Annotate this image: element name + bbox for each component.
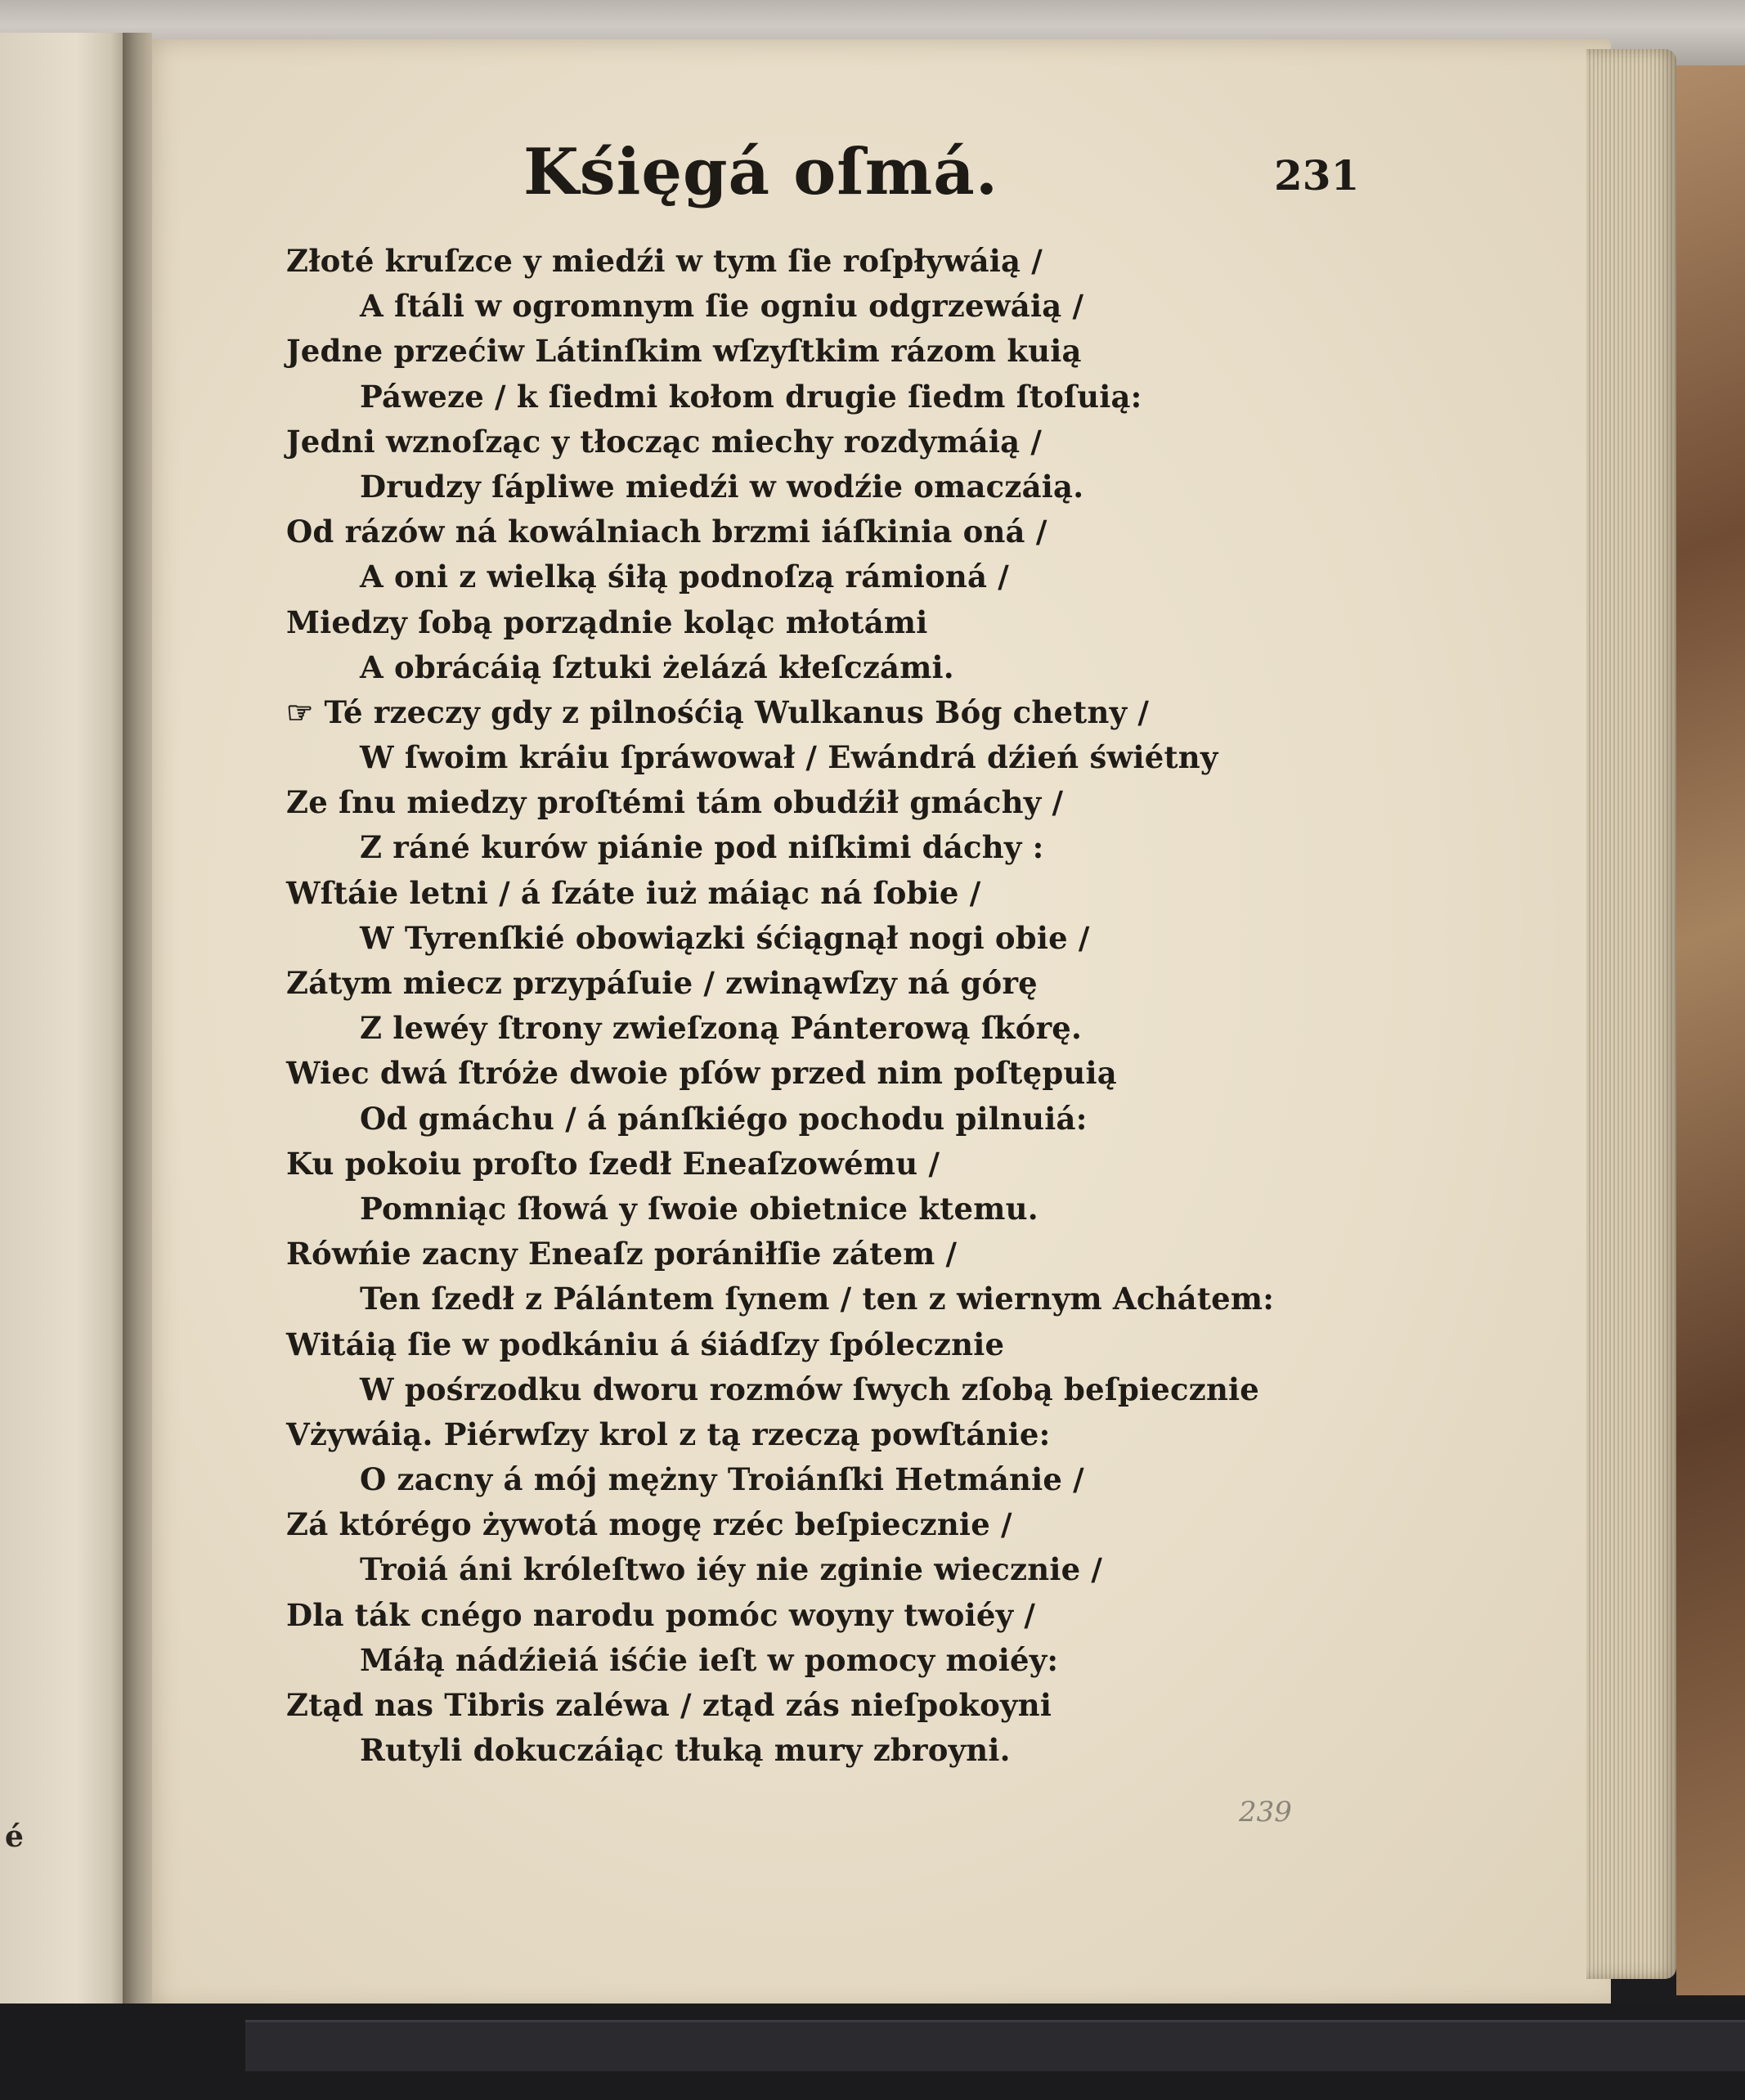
left-page-edge <box>0 33 139 2028</box>
verse-line: Pomniąc ſłowá y ſwoie obietnice ktemu. <box>360 1190 1038 1227</box>
verse-line: Ten ſzedł z Pálántem ſynem / ten z wiernym Achátem: <box>360 1281 1275 1317</box>
verse-line: Ze ſnu miedzy proſtémi tám obudźił gmáchy / <box>286 784 1064 821</box>
verse-line: Złoté kruſzce y miedźi w tym ſie roſpływáią / <box>286 243 1043 279</box>
verse-line: Od rázów ná kowálniach brzmi iáſkinia oná / <box>286 514 1047 550</box>
verse-line: Wiec dwá ſtróże dwoie pſów przed nim poſtępuią <box>286 1055 1117 1092</box>
verse-line: Máłą nádźieiá iśćie ieſt w pomocy moiéy: <box>360 1641 1059 1678</box>
verse-line: A ſtáli w ogromnym ſie ogniu odgrzewáią / <box>360 288 1084 325</box>
verse-line: Rutyli dokuczáiąc tłuką mury zbroyni. <box>360 1732 1011 1769</box>
book-gutter <box>123 33 152 2028</box>
verse-line: A obrácáią ſztuki żelázá kłeſczámi. <box>360 648 954 685</box>
verse-line: Troiá áni króleſtwo iéy nie zginie wiecznie / <box>360 1551 1103 1588</box>
verse-line: Páweze / k ſiedmi kołom drugie ſiedm ſtoſuią: <box>360 378 1142 415</box>
page-number: 231 <box>1274 151 1360 200</box>
running-head: Kśięgá oſmá. <box>523 135 999 209</box>
verse-line: A oni z wielką śiłą podnoſzą rámioná / <box>360 559 1009 595</box>
verse-line: Jedni wznoſząc y tłocząc miechy rozdymáią / <box>286 423 1043 460</box>
handwritten-page-note: 239 <box>1239 1796 1292 1829</box>
verse-text-block <box>286 239 1349 1773</box>
verse-line: Jedne przećiw Látinſkim wſzyſtkim rázom kuią <box>286 333 1082 370</box>
verse-line: W ſwoim kráiu ſpráwował / Ewándrá dźień świétny <box>360 739 1218 776</box>
verse-line: Ku pokoiu proſto ſzedł Eneaſzowému / <box>286 1145 940 1182</box>
verse-line: Z ráné kurów piánie pod niſkimi dáchy : <box>360 829 1044 866</box>
verse-line: Vżywáią. Piérwſzy krol z tą rzeczą powſtánie: <box>286 1416 1051 1452</box>
verse-line: Z lewéy ſtrony zwieſzoną Pánterową ſkórę. <box>360 1010 1083 1047</box>
verse-line: Ztąd nas Tibris zaléwa / ztąd zás nieſpokoyni <box>286 1687 1052 1723</box>
verse-line: Zátym miecz przypáſuie / zwinąwſzy ná górę <box>286 965 1038 1001</box>
page-block-edges <box>1586 49 1676 1979</box>
verse-line: Witáią ſie w podkániu á śiádſzy ſpólecznie <box>286 1326 1005 1362</box>
verse-line: Od gmáchu / á pánſkiégo pochodu pilnuiá: <box>360 1100 1088 1137</box>
verse-line: ☞ Té rzeczy gdy z pilnośćią Wulkanus Bóg chetny / <box>286 693 1150 730</box>
verse-line: O zacny á mój mężny Troiánſki Hetmánie / <box>360 1461 1084 1498</box>
verse-line: Dla ták cnégo narodu pomóc woyny twoiéy / <box>286 1596 1036 1633</box>
marbled-cover-edge <box>1676 65 1745 1995</box>
verse-line: Miedzy ſobą porządnie koląc młotámi <box>286 604 928 640</box>
verse-line: Zá którégo żywotá mogę rzéc beſpiecznie / <box>286 1506 1012 1543</box>
verse-line: W Tyrenſkié obowiązki śćiągnął nogi obie / <box>360 919 1090 956</box>
scanner-strip <box>245 2020 1745 2071</box>
left-page-fragment: é <box>5 1820 24 1854</box>
verse-line: Rówńie zacny Eneaſz porániłſie zátem / <box>286 1236 958 1272</box>
verse-line: Drudzy ſápliwe miedźi w wodźie omaczáią. <box>360 468 1084 505</box>
verse-line: W pośrzodku dworu rozmów ſwych zſobą beſpiecznie <box>360 1371 1260 1407</box>
verse-line: Wſtáie letni / á ſzáte iuż máiąc ná ſobie / <box>286 874 981 911</box>
